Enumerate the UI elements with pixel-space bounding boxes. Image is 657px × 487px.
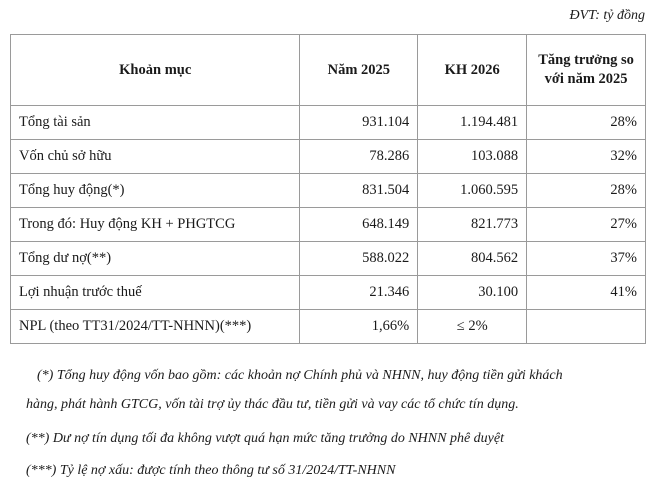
table-row — [11, 140, 646, 174]
value-growth: 32% — [527, 140, 646, 174]
value-2025: 648.149 — [300, 208, 418, 242]
row-label: Lợi nhuận trước thuế — [11, 276, 300, 310]
value-2025: 78.286 — [300, 140, 418, 174]
value-growth: 27% — [527, 208, 646, 242]
table-row — [11, 276, 646, 310]
row-label: Tổng huy động(*) — [11, 174, 300, 208]
table-row — [11, 174, 646, 208]
row-label: NPL (theo TT31/2024/TT-NHNN)(***) — [11, 310, 300, 344]
footnote-3: (***) Tỷ lệ nợ xấu: được tính theo thông tư số 31/2024/TT-NHNN — [26, 463, 396, 478]
value-growth — [527, 310, 646, 344]
value-growth: 28% — [527, 174, 646, 208]
financial-plan-table — [10, 34, 646, 344]
footnote-1: (*) Tổng huy động vốn bao gồm: các khoản nợ Chính phủ và NHNN, huy động tiền gửi khách — [37, 368, 563, 383]
value-plan-2026: 103.088 — [418, 140, 527, 174]
footnote-2: (**) Dư nợ tín dụng tối đa không vượt quá hạn mức tăng trưởng do NHNN phê duyệt — [26, 431, 504, 446]
table-row — [11, 242, 646, 276]
value-plan-2026: 1.194.481 — [418, 106, 527, 140]
value-plan-2026: ≤ 2% — [418, 310, 527, 344]
table-header-row — [11, 35, 646, 106]
value-growth: 28% — [527, 106, 646, 140]
row-label: Tổng dư nợ(**) — [11, 242, 300, 276]
table-row — [11, 208, 646, 242]
header-item: Khoản mục — [11, 35, 300, 106]
value-plan-2026: 804.562 — [418, 242, 527, 276]
value-plan-2026: 30.100 — [418, 276, 527, 310]
row-label: Tổng tài sản — [11, 106, 300, 140]
value-2025: 831.504 — [300, 174, 418, 208]
header-plan-2026: KH 2026 — [418, 35, 527, 106]
value-plan-2026: 1.060.595 — [418, 174, 527, 208]
table-row — [11, 106, 646, 140]
value-2025: 1,66% — [300, 310, 418, 344]
header-growth: Tăng trưởng so với năm 2025 — [527, 35, 646, 106]
value-growth: 37% — [527, 242, 646, 276]
value-2025: 21.346 — [300, 276, 418, 310]
value-plan-2026: 821.773 — [418, 208, 527, 242]
footnote-1-cont: hàng, phát hành GTCG, vốn tài trợ ủy thác đầu tư, tiền gửi và vay các tổ chức tín dụng. — [26, 397, 519, 412]
value-growth: 41% — [527, 276, 646, 310]
unit-label: ĐVT: tỷ đồng — [569, 8, 645, 23]
value-2025: 931.104 — [300, 106, 418, 140]
row-label: Vốn chủ sở hữu — [11, 140, 300, 174]
header-2025: Năm 2025 — [300, 35, 418, 106]
table-row — [11, 310, 646, 344]
value-2025: 588.022 — [300, 242, 418, 276]
row-label: Trong đó: Huy động KH + PHGTCG — [11, 208, 300, 242]
